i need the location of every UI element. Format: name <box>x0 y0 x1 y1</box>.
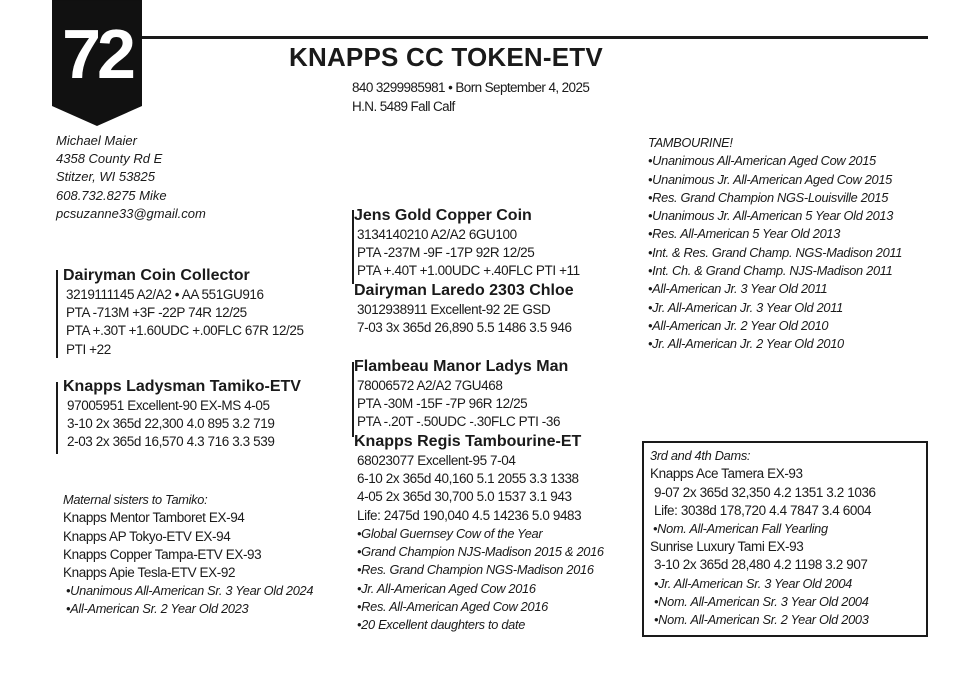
dam-registration: 97005951 Excellent-90 EX-MS 4-05 <box>67 398 270 413</box>
award-item: •Grand Champion NJS-Madison 2015 & 2016 <box>357 544 604 560</box>
sire-block <box>63 266 304 359</box>
sister-item: Knapps AP Tokyo-ETV EX-94 <box>63 528 231 544</box>
tambourine-heading: TAMBOURINE! <box>648 135 733 150</box>
sister-item: Knapps Mentor Tamboret EX-94 <box>63 510 245 526</box>
animal-id-line: 840 3299985981 • Born September 4, 2025 <box>352 80 590 95</box>
award-item: •Int. & Res. Grand Champ. NGS-Madison 2011 <box>648 244 903 260</box>
award-item: •All-American Sr. 2 Year Old 2023 <box>66 601 249 617</box>
dam-sire-registration: 78006572 A2/A2 7GU468 <box>357 378 503 393</box>
award-item: •All-American Jr. 3 Year Old 2011 <box>648 281 828 297</box>
sire-sire-name: Jens Gold Copper Coin <box>354 207 532 224</box>
award-item: •Res. Grand Champion NGS-Louisville 2015 <box>648 189 889 205</box>
award-item: •Jr. All-American Jr. 3 Year Old 2011 <box>648 299 843 315</box>
sire-pti: PTI +22 <box>66 341 111 357</box>
dam-dam-record-2: 4-05 2x 365d 30,700 5.0 1537 3.1 943 <box>357 489 572 505</box>
award-item: •Global Guernsey Cow of the Year <box>357 525 543 541</box>
award-item: •Res. Grand Champion NGS-Madison 2016 <box>357 562 594 578</box>
award-item: •Unanimous Jr. All-American Aged Cow 2015 <box>648 171 892 187</box>
animal-hn-line: H.N. 5489 Fall Calf <box>352 99 455 114</box>
award-item: •20 Excellent daughters to date <box>357 617 526 633</box>
sire-dam-registration: 3012938911 Excellent-92 2E GSD <box>357 302 551 317</box>
dams-box-heading: 3rd and 4th Dams: <box>650 448 751 463</box>
sire-sire-registration: 3134140210 A2/A2 6GU100 <box>357 227 517 242</box>
sire-registration: 3219111145 A2/A2 • AA 551GU916 <box>66 287 264 302</box>
animal-name: KNAPPS CC TOKEN-ETV <box>289 42 603 72</box>
award-item: •Int. Ch. & Grand Champ. NJS-Madison 2011 <box>648 263 893 279</box>
award-item: •Unanimous Jr. All-American 5 Year Old 2013 <box>648 208 894 224</box>
dam-bracket <box>56 382 58 454</box>
tambourine-block <box>648 134 902 354</box>
award-item: •Nom. All-American Sr. 2 Year Old 2003 <box>654 612 869 628</box>
award-item: •Unanimous All-American Aged Cow 2015 <box>648 153 876 169</box>
sire-bracket <box>56 270 58 358</box>
sire-pta-production: PTA -713M +3F -22P 74R 12/25 <box>66 305 247 321</box>
dam-name: Knapps Ladysman Tamiko-ETV <box>63 378 301 395</box>
sire-dam-block <box>354 281 574 337</box>
dam-sire-pta-type: PTA -.20T -.50UDC -.30FLC PTI -36 <box>357 414 561 430</box>
award-item: •Jr. All-American Aged Cow 2016 <box>357 580 536 596</box>
third-dam-name: Knapps Ace Tamera EX-93 <box>650 466 803 482</box>
award-item: •Nom. All-American Fall Yearling <box>653 520 828 536</box>
maternal-sisters-block <box>63 491 313 619</box>
sister-item: Knapps Apie Tesla-ETV EX-92 <box>63 564 236 580</box>
header-rule <box>142 36 928 39</box>
dam-record-1: 3-10 2x 365d 22,300 4.0 895 3.2 719 <box>67 416 275 432</box>
fourth-dam-record: 3-10 2x 365d 28,480 4.2 1198 3.2 907 <box>654 557 868 573</box>
dam-sire-pta-production: PTA -30M -15F -7P 96R 12/25 <box>357 396 528 412</box>
owner-city: Stitzer, WI 53825 <box>56 169 155 185</box>
dam-dam-block <box>354 432 604 635</box>
third-dam-record: 9-07 2x 365d 32,350 4.2 1351 3.2 1036 <box>654 484 876 500</box>
sire-name: Dairyman Coin Collector <box>63 267 250 284</box>
sister-item: Knapps Copper Tampa-ETV EX-93 <box>63 546 262 562</box>
award-item: •Jr. All-American Sr. 3 Year Old 2004 <box>654 575 852 591</box>
owner-name: Michael Maier <box>56 133 137 148</box>
award-item: •Jr. All-American Jr. 2 Year Old 2010 <box>648 336 844 352</box>
dam-sire-block <box>354 357 568 432</box>
sire-dam-name: Dairyman Laredo 2303 Chloe <box>354 282 574 299</box>
maternal-sisters-heading: Maternal sisters to Tamiko: <box>63 492 208 507</box>
dam-sire-name: Flambeau Manor Ladys Man <box>354 358 569 375</box>
owner-address: 4358 County Rd E <box>56 151 163 167</box>
dam-dam-awards <box>357 525 604 635</box>
sire-dam-record: 7-03 3x 365d 26,890 5.5 1486 3.5 946 <box>357 320 572 336</box>
sire-pta-type: PTA +.30T +1.60UDC +.00FLC 67R 12/25 <box>66 323 304 339</box>
award-item: •All-American Jr. 2 Year Old 2010 <box>648 317 829 333</box>
award-item: •Res. All-American Aged Cow 2016 <box>357 599 548 614</box>
award-item: •Nom. All-American Sr. 3 Year Old 2004 <box>654 593 869 609</box>
lot-number: 72 <box>62 15 132 93</box>
sire-sire-pta-production: PTA -237M -9F -17P 92R 12/25 <box>357 245 535 261</box>
dam-dam-registration: 68023077 Excellent-95 7-04 <box>357 453 516 468</box>
owner-phone: 608.732.8275 Mike <box>56 187 167 203</box>
award-item: •Res. All-American 5 Year Old 2013 <box>648 226 841 242</box>
animal-id-block <box>352 78 589 116</box>
dam-dam-lifetime: Life: 2475d 190,040 4.5 14236 5.0 9483 <box>357 507 582 523</box>
third-fourth-dams-content <box>650 447 876 630</box>
dam-record-2: 2-03 2x 365d 16,570 4.3 716 3.3 539 <box>67 434 275 450</box>
dam-block <box>63 377 301 452</box>
award-item: •Unanimous All-American Sr. 3 Year Old 2024 <box>66 583 314 599</box>
sire-sire-block <box>354 206 580 281</box>
owner-email: pcsuzanne33@gmail.com <box>56 205 206 221</box>
sire-sire-pta-type: PTA +.40T +1.00UDC +.40FLC PTI +11 <box>357 263 580 279</box>
owner-contact <box>56 132 206 223</box>
fourth-dam-name: Sunrise Luxury Tami EX-93 <box>650 539 804 555</box>
dam-dam-name: Knapps Regis Tambourine-ET <box>354 433 582 450</box>
dam-dam-record-1: 6-10 2x 365d 40,160 5.1 2055 3.3 1338 <box>357 471 579 487</box>
third-dam-lifetime: Life: 3038d 178,720 4.4 7847 3.4 6004 <box>654 502 872 518</box>
